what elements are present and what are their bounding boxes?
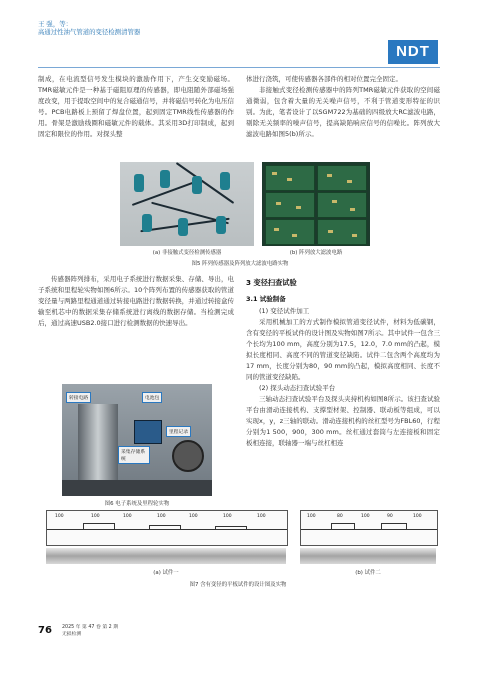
section-3-body	[246, 306, 440, 449]
header-rule	[38, 67, 440, 68]
page-number: 76	[38, 625, 52, 636]
header-title: 高通过性油气管道的变径检测清管器	[38, 28, 141, 36]
dim-label: 100	[91, 514, 100, 519]
dim-label: 100	[257, 514, 266, 519]
dim-label: 100	[307, 514, 316, 519]
dim-label: 100	[157, 514, 166, 519]
dim-label: 100	[413, 514, 422, 519]
item1-text: 采用机械加工的方式制作模拟管道变径试件，材料为低碳钢，含有变径的平板试件的设计图及实物如图7所示。其中试件一包含三个长均为100 mm，高度分别为17.5，12.0，7.0 mm的凸起，模拟长度相同、高度不同的管道变径缺陷。试件二包含两个高度均为17 mm，长度分别为80，90 mm的凸起，模拟高度相同、长度不同的管道变径缺陷。	[246, 318, 440, 381]
item1-title: (1) 变径试件加工	[259, 307, 310, 315]
label-battery-pack: 电池包	[142, 392, 162, 403]
figure5-subcaption-a: (a) 非接触式变径检测传感器	[152, 250, 222, 256]
paragraph: 传感器阵列排布，采用电子系统进行数据采集、存储、导出，电子系统和里程轮实物如图6所示。10个阵列布置的传感器获取的管道变径量与两路里程通道通过转接电路进行数据转换，并通过转接盒传输至机芯中的数据采集存储系统进行离线的数据存储。当检测完成后，通过高速USB2.0接口进行检测数据的快速导出。	[38, 275, 234, 327]
figure5-caption: 图5 阵列传感器及阵列放大滤波电路实物	[191, 261, 289, 267]
figure7-drawing-a	[46, 510, 288, 546]
dim-label: 100	[223, 514, 232, 519]
journal-footer	[62, 624, 118, 638]
dim-label: 100	[55, 514, 64, 519]
figure6-photo	[62, 384, 212, 496]
journal-issue: 2025 年 第 47 卷 第 2 期	[62, 625, 119, 630]
figure7-plate-a	[46, 548, 286, 564]
figure7-drawing-b	[300, 510, 438, 546]
running-header	[38, 20, 140, 36]
journal-logo: NDT	[388, 40, 438, 64]
label-odometer: 里程记录	[166, 426, 191, 437]
dim-label: 90	[387, 514, 393, 519]
label-acquisition-system: 采集存储系统	[118, 446, 150, 464]
paragraph: 非接触式变径检测传感器中的阵列TMR磁敏元件获取的空间磁通微弱，包含着大量的无关噪声信号，不利于管道变形特征的识别。为此，笔者设计了以SGM722为基础的四级放大RC滤波电路，剔除无关频率的噪声信号，提高缺陷响应信号的信噪比。阵列放大滤波电路如图5(b)所示。	[246, 86, 440, 138]
item2-title: (2) 探头动态扫查试验平台	[259, 384, 336, 392]
dim-label: 100	[189, 514, 198, 519]
paragraph: 制成，在电流型信号发生模块的激励作用下，产生交变励磁场。TMR磁敏元件是一种基于磁阻原理的传感器，即电阻随外部磁场强度改变，用于提取空间中的复合磁通信号，并将磁信号转化为电压信号。PCB电路板上预留了焊盘位置，起到固定TMR线性传感器的作用。骨架是激励线圈和磁敏元件的载体。其采用3D打印制成，起到固定和限位的作用。对探头整	[38, 75, 234, 138]
figure7-subcaption-b: (b) 试件二	[355, 570, 381, 576]
section-3	[246, 278, 440, 288]
paragraph: 体进行浇筑，可使传感器各部件的相对位置完全固定。	[246, 75, 402, 83]
right-top-paragraph	[246, 74, 440, 140]
figure5-sensor-photo	[120, 162, 254, 246]
subsection-title: 3.1 试验制备	[246, 295, 286, 303]
journal-name: 无损检测	[62, 632, 82, 637]
left-mid-paragraph	[38, 274, 234, 329]
dim-label: 100	[361, 514, 370, 519]
subsection-3-1	[246, 294, 440, 303]
item2-text: 三轴动态扫查试验平台及探头夹持机构如图8所示。该扫查试验平台由滑动连接机构、支撑型材架、控制器、联动板等组成，可以实现x，y，z三轴的联动。滑动连接机构的丝杠型号为FBL60，行程分别为1 500，900，300 mm。丝杠通过套筒与左连接板和固定板相连接，联轴器一端与丝杠相连	[246, 395, 440, 447]
figure7	[38, 508, 440, 600]
figure5-boards-photo	[262, 162, 370, 246]
dim-label: 80	[337, 514, 343, 519]
dim-label: 100	[123, 514, 132, 519]
section-title: 3 变径扫查试验	[246, 278, 297, 287]
figure7-caption: 图7 含有变径的平板试件的设计图及实物	[189, 582, 287, 588]
figure7-subcaption-a: (a) 试件一	[153, 570, 179, 576]
figure7-plate-b	[300, 548, 436, 564]
label-adapter-circuit: 转接电路	[66, 392, 91, 403]
left-top-paragraph	[38, 74, 234, 140]
figure5-subcaption-b: (b) 阵列放大滤波电路	[289, 250, 343, 256]
header-authors: 王 强，等：	[38, 20, 72, 28]
figure6-caption: 图6 电子系统及里程轮实物	[104, 501, 170, 507]
